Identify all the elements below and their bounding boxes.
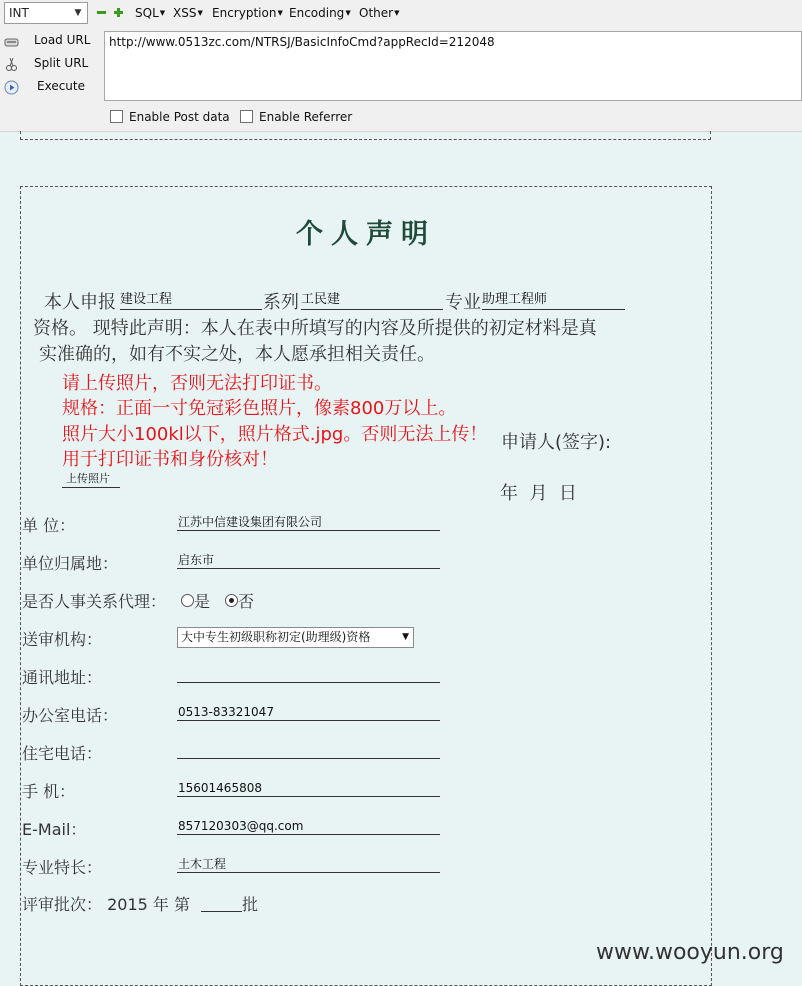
menu-sql[interactable]: SQL▼ [135, 6, 166, 20]
agency-yes-option[interactable] [181, 589, 210, 612]
home-phone-field[interactable] [177, 741, 440, 759]
major-label: 专业 [445, 292, 481, 313]
photo-note-2: 规格：正面一寸免冠彩色照片，像素800万以上。 [62, 398, 457, 419]
enable-referrer-label: Enable Referrer [259, 110, 353, 124]
load-icon [4, 34, 19, 49]
menu-sql-label: SQL [135, 6, 159, 20]
execute-button[interactable] [4, 77, 96, 97]
load-url-button[interactable] [4, 31, 96, 51]
agency-no-label: 否 [238, 592, 255, 611]
menu-encryption[interactable]: Encryption▼ [212, 6, 283, 20]
mobile-label: 手 机： [22, 782, 76, 801]
type-select-value: INT [9, 6, 29, 20]
chevron-down-icon: ▼ [74, 8, 82, 18]
photo-note-1: 请上传照片，否则无法打印证书。 [62, 373, 332, 394]
menu-xss-label: XSS [173, 6, 197, 20]
home-phone-label: 住宅电话： [22, 744, 103, 763]
major-field[interactable]: 工民建 [301, 291, 443, 310]
previous-section-border [20, 131, 711, 140]
declaration-line2: 资格。 现特此声明：本人在表中所填写的内容及所提供的初定材料是真 [33, 318, 597, 339]
toolbar-menu-row [0, 0, 802, 28]
scissors-icon [4, 57, 19, 72]
org-select[interactable] [177, 627, 414, 648]
unit-field[interactable]: 江苏中信建设集团有限公司 [177, 513, 440, 531]
play-icon [4, 80, 19, 95]
batch-label: 评审批次： 2015 年 第 [22, 895, 190, 914]
menu-xss[interactable]: XSS▼ [173, 6, 203, 20]
split-url-label: Split URL [34, 56, 89, 70]
url-input[interactable]: http://www.0513zc.com/NTRSJ/BasicInfoCmd?appRecId=212048 [104, 31, 802, 101]
watermark: www.wooyun.org [596, 940, 784, 965]
series-field[interactable]: 建设工程 [120, 291, 262, 310]
address-field[interactable] [177, 665, 440, 683]
agency-yes-label: 是 [194, 592, 211, 611]
agency-label: 是否人事关系代理： [22, 592, 167, 611]
agency-no-option[interactable] [225, 589, 254, 612]
date-label: 年 月 日 [500, 483, 577, 504]
enable-referrer-checkbox[interactable] [240, 110, 352, 126]
org-select-value: 大中专生初级职称初定(助理级)资格 [181, 630, 371, 644]
upload-photo-button[interactable]: 上传照片 [62, 472, 120, 488]
page-title: 个人声明 [296, 219, 436, 250]
checkbox-box[interactable] [110, 110, 123, 123]
photo-note-3: 照片大小100kl以下，照片格式.jpg。否则无法上传！ [62, 424, 488, 445]
menu-other-label: Other [359, 6, 394, 20]
radio-yes[interactable] [181, 594, 194, 607]
declaration-line1-prefix: 本人申报 [44, 292, 116, 313]
office-phone-label: 办公室电话： [22, 706, 119, 725]
menu-other[interactable]: Other▼ [359, 6, 400, 20]
signature-label: 申请人(签字): [501, 432, 612, 453]
radio-no[interactable] [225, 594, 238, 607]
checkbox-box[interactable] [240, 110, 253, 123]
region-field[interactable]: 启东市 [177, 551, 440, 569]
address-label: 通讯地址： [22, 668, 103, 687]
menu-encoding-label: Encoding [289, 6, 345, 20]
plus-icon[interactable] [114, 8, 123, 17]
qualification-field[interactable]: 助理工程师 [482, 291, 625, 310]
photo-note-4: 用于打印证书和身份核对！ [62, 449, 278, 470]
specialty-label: 专业特长： [22, 858, 103, 877]
declaration-line3: 实准确的，如有不实之处，本人愿承担相关责任。 [39, 344, 435, 365]
hackbar-toolbar [0, 0, 802, 132]
split-url-button[interactable] [4, 54, 96, 74]
mobile-field[interactable]: 15601465808 [177, 779, 440, 797]
minus-icon[interactable] [97, 8, 106, 17]
region-label: 单位归属地： [22, 554, 119, 573]
enable-post-checkbox[interactable] [110, 110, 230, 126]
menu-encoding[interactable]: Encoding▼ [289, 6, 351, 20]
batch-suffix: 批 [242, 895, 259, 914]
enable-post-label: Enable Post data [129, 110, 230, 124]
org-label: 送审机构： [22, 630, 103, 649]
execute-label: Execute [37, 79, 85, 93]
unit-label: 单 位： [22, 516, 76, 535]
chevron-down-icon: ▼ [402, 632, 409, 642]
menu-encryption-label: Encryption [212, 6, 277, 20]
email-field[interactable]: 857120303@qq.com [177, 817, 440, 835]
office-phone-field[interactable]: 0513-83321047 [177, 703, 440, 721]
batch-field[interactable] [201, 894, 242, 912]
series-label: 系列 [263, 292, 299, 313]
load-url-label: Load URL [34, 33, 91, 47]
email-label: E-Mail： [22, 820, 87, 839]
type-select[interactable] [4, 2, 88, 24]
specialty-field[interactable]: 土木工程 [177, 855, 440, 873]
